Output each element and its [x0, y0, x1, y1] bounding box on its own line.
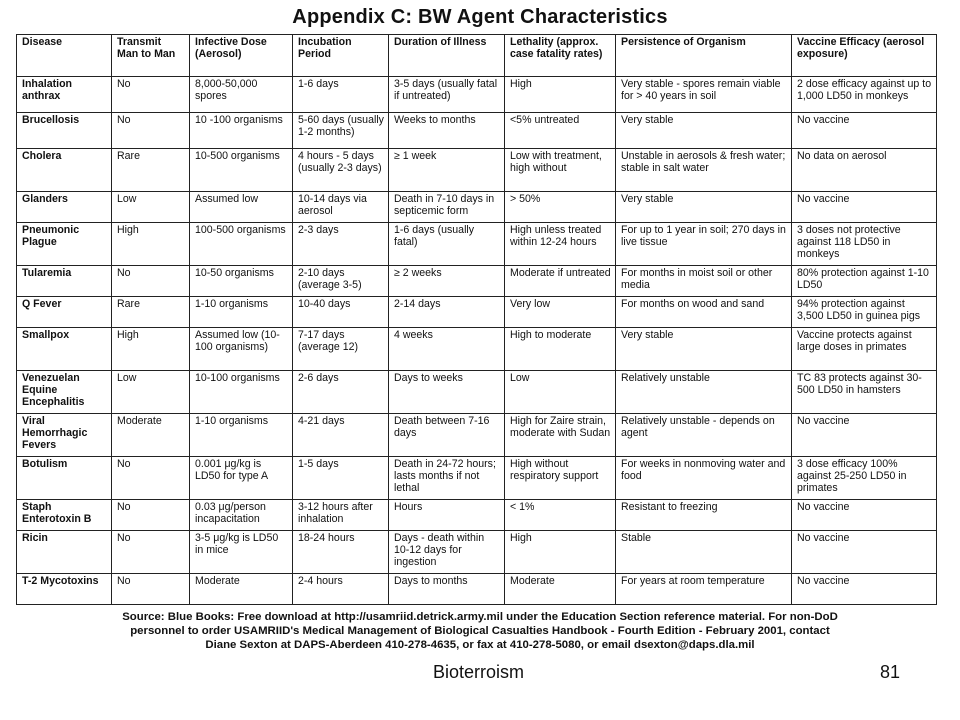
- column-header: Lethality (approx. case fatality rates): [505, 35, 616, 77]
- disease-cell: Glanders: [17, 192, 112, 223]
- table-cell: 3-5 days (usually fatal if untreated): [389, 77, 505, 113]
- page-title: Appendix C: BW Agent Characteristics: [292, 6, 668, 28]
- table-cell: Low: [112, 192, 190, 223]
- table-cell: 94% protection against 3,500 LD50 in guinea pigs: [792, 297, 937, 328]
- column-header: Infective Dose (Aerosol): [190, 35, 293, 77]
- disease-cell: T-2 Mycotoxins: [17, 574, 112, 605]
- table-cell: No: [112, 77, 190, 113]
- table-row: [17, 414, 937, 457]
- table-header-row: [17, 35, 937, 77]
- column-header: Transmit Man to Man: [112, 35, 190, 77]
- table-cell: Stable: [616, 531, 792, 574]
- table-cell: 3 dose efficacy 100% against 25-250 LD50 in primates: [792, 457, 937, 500]
- table-cell: 10 -100 organisms: [190, 113, 293, 149]
- source-line: Source: Blue Books: Free download at http://usamriid.detrick.army.mil under the Education Section reference material. For non-DoD: [122, 611, 838, 623]
- table-cell: > 50%: [505, 192, 616, 223]
- table-cell: Death in 7-10 days in septicemic form: [389, 192, 505, 223]
- table-cell: High without respiratory support: [505, 457, 616, 500]
- table-cell: 4-21 days: [293, 414, 389, 457]
- table-cell: No: [112, 113, 190, 149]
- table-cell: 1-10 organisms: [190, 414, 293, 457]
- table-cell: No vaccine: [792, 531, 937, 574]
- table-cell: Rare: [112, 297, 190, 328]
- table-cell: Death in 24-72 hours; lasts months if not lethal: [389, 457, 505, 500]
- table-cell: 7-17 days (average 12): [293, 328, 389, 371]
- table-cell: Unstable in aerosols & fresh water; stable in salt water: [616, 149, 792, 192]
- table-cell: No vaccine: [792, 113, 937, 149]
- column-header: Incubation Period: [293, 35, 389, 77]
- table-cell: Rare: [112, 149, 190, 192]
- table-row: [17, 266, 937, 297]
- disease-cell: Botulism: [17, 457, 112, 500]
- table-cell: 1-6 days (usually fatal): [389, 223, 505, 266]
- table-cell: For weeks in nonmoving water and food: [616, 457, 792, 500]
- table-cell: TC 83 protects against 30-500 LD50 in hamsters: [792, 371, 937, 414]
- table-cell: Relatively unstable - depends on agent: [616, 414, 792, 457]
- table-row: [17, 371, 937, 414]
- table-cell: 0.001 μg/kg is LD50 for type A: [190, 457, 293, 500]
- table-cell: High: [112, 328, 190, 371]
- table-cell: Moderate: [112, 414, 190, 457]
- table-cell: Relatively unstable: [616, 371, 792, 414]
- table-row: [17, 113, 937, 149]
- table-cell: 3-5 μg/kg is LD50 in mice: [190, 531, 293, 574]
- table-cell: Moderate if untreated: [505, 266, 616, 297]
- table-cell: Days - death within 10-12 days for ingestion: [389, 531, 505, 574]
- table-cell: Days to weeks: [389, 371, 505, 414]
- table-cell: 0.03 μg/person incapacitation: [190, 500, 293, 531]
- table-cell: Low with treatment, high without: [505, 149, 616, 192]
- table-cell: High: [505, 531, 616, 574]
- table-cell: High unless treated within 12-24 hours: [505, 223, 616, 266]
- table-cell: 10-14 days via aerosol: [293, 192, 389, 223]
- table-cell: Very low: [505, 297, 616, 328]
- table-cell: 3 doses not protective against 118 LD50 in monkeys: [792, 223, 937, 266]
- table-cell: 2-10 days (average 3-5): [293, 266, 389, 297]
- table-cell: 10-100 organisms: [190, 371, 293, 414]
- table-row: [17, 149, 937, 192]
- table-cell: For up to 1 year in soil; 270 days in live tissue: [616, 223, 792, 266]
- table-cell: Very stable - spores remain viable for > 40 years in soil: [616, 77, 792, 113]
- table-cell: 2-4 hours: [293, 574, 389, 605]
- table-row: [17, 328, 937, 371]
- disease-cell: Cholera: [17, 149, 112, 192]
- table-cell: ≥ 2 weeks: [389, 266, 505, 297]
- table-row: [17, 500, 937, 531]
- footer-label: Bioterroism: [433, 662, 525, 682]
- table-cell: No vaccine: [792, 500, 937, 531]
- table-cell: 2-6 days: [293, 371, 389, 414]
- table-cell: 1-10 organisms: [190, 297, 293, 328]
- disease-cell: Venezuelan Equine Encephalitis: [17, 371, 112, 414]
- table-cell: No: [112, 574, 190, 605]
- table-cell: Low: [112, 371, 190, 414]
- table-cell: 10-40 days: [293, 297, 389, 328]
- table-cell: No: [112, 457, 190, 500]
- table-cell: 5-60 days (usually 1-2 months): [293, 113, 389, 149]
- table-body: [17, 77, 937, 605]
- table-cell: Resistant to freezing: [616, 500, 792, 531]
- table-cell: Hours: [389, 500, 505, 531]
- table-cell: For months on wood and sand: [616, 297, 792, 328]
- disease-cell: Viral Hemorrhagic Fevers: [17, 414, 112, 457]
- table-cell: 1-6 days: [293, 77, 389, 113]
- table-cell: Vaccine protects against large doses in primates: [792, 328, 937, 371]
- disease-cell: Ricin: [17, 531, 112, 574]
- bw-agent-table: [16, 34, 937, 605]
- table-cell: For years at room temperature: [616, 574, 792, 605]
- column-header: Disease: [17, 35, 112, 77]
- table-cell: No: [112, 531, 190, 574]
- disease-cell: Pneumonic Plague: [17, 223, 112, 266]
- table-cell: Very stable: [616, 192, 792, 223]
- table-row: [17, 77, 937, 113]
- table-row: [17, 574, 937, 605]
- table-cell: 10-500 organisms: [190, 149, 293, 192]
- page-number: 81: [880, 662, 901, 682]
- table-cell: Assumed low: [190, 192, 293, 223]
- disease-cell: Smallpox: [17, 328, 112, 371]
- disease-cell: Q Fever: [17, 297, 112, 328]
- table-cell: 4 hours - 5 days (usually 2-3 days): [293, 149, 389, 192]
- table-cell: 18-24 hours: [293, 531, 389, 574]
- table-cell: No: [112, 500, 190, 531]
- table-cell: 8,000-50,000 spores: [190, 77, 293, 113]
- table-cell: 10-50 organisms: [190, 266, 293, 297]
- table-cell: <5% untreated: [505, 113, 616, 149]
- table-cell: 2 dose efficacy against up to 1,000 LD50 in monkeys: [792, 77, 937, 113]
- table-cell: Weeks to months: [389, 113, 505, 149]
- source-note: [0, 610, 960, 652]
- table-cell: 4 weeks: [389, 328, 505, 371]
- table-cell: 2-14 days: [389, 297, 505, 328]
- table-row: [17, 223, 937, 266]
- table-cell: Assumed low (10-100 organisms): [190, 328, 293, 371]
- table-cell: 80% protection against 1-10 LD50: [792, 266, 937, 297]
- table-cell: High: [112, 223, 190, 266]
- table-cell: 1-5 days: [293, 457, 389, 500]
- table-cell: Days to months: [389, 574, 505, 605]
- table-cell: High: [505, 77, 616, 113]
- table-cell: No vaccine: [792, 192, 937, 223]
- table-cell: < 1%: [505, 500, 616, 531]
- disease-cell: Tularemia: [17, 266, 112, 297]
- table-cell: High for Zaire strain, moderate with Sudan: [505, 414, 616, 457]
- table-cell: ≥ 1 week: [389, 149, 505, 192]
- table-cell: 2-3 days: [293, 223, 389, 266]
- table-row: [17, 192, 937, 223]
- table-cell: Death between 7-16 days: [389, 414, 505, 457]
- table-cell: No vaccine: [792, 574, 937, 605]
- disease-cell: Brucellosis: [17, 113, 112, 149]
- source-line: Diane Sexton at DAPS-Aberdeen 410-278-4635, or fax at 410-278-5080, or email dsexton@daps.dla.mil: [205, 639, 755, 651]
- table-cell: Very stable: [616, 113, 792, 149]
- table-cell: High to moderate: [505, 328, 616, 371]
- source-line: personnel to order USAMRIID's Medical Management of Biological Casualties Handbook - Fourth Edition - February 2001, contact: [130, 625, 830, 637]
- table-cell: No data on aerosol: [792, 149, 937, 192]
- disease-cell: Inhalation anthrax: [17, 77, 112, 113]
- table-cell: For months in moist soil or other media: [616, 266, 792, 297]
- disease-cell: Staph Enterotoxin B: [17, 500, 112, 531]
- table-cell: 3-12 hours after inhalation: [293, 500, 389, 531]
- table-cell: No vaccine: [792, 414, 937, 457]
- table-row: [17, 457, 937, 500]
- table-row: [17, 297, 937, 328]
- column-header: Persistence of Organism: [616, 35, 792, 77]
- table-cell: Moderate: [190, 574, 293, 605]
- column-header: Duration of Illness: [389, 35, 505, 77]
- table-cell: Low: [505, 371, 616, 414]
- table-cell: Very stable: [616, 328, 792, 371]
- column-header: Vaccine Efficacy (aerosol exposure): [792, 35, 937, 77]
- table-row: [17, 531, 937, 574]
- table-cell: No: [112, 266, 190, 297]
- table-cell: Moderate: [505, 574, 616, 605]
- table-cell: 100-500 organisms: [190, 223, 293, 266]
